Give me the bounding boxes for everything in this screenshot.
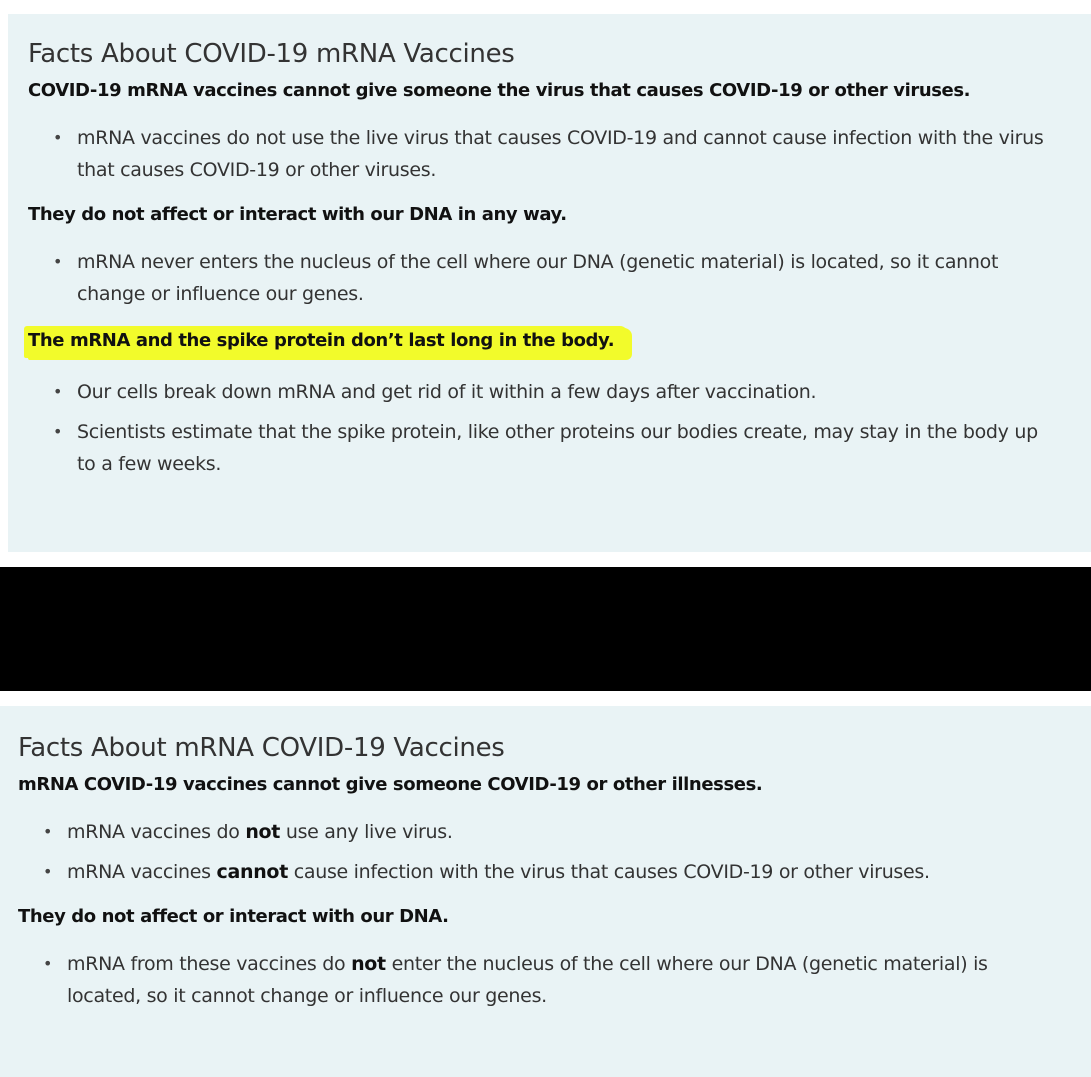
bullet-list [28,246,1071,310]
section-dna [18,904,1073,1012]
list-item [43,856,1073,888]
facts-panel-revised [0,706,1091,1077]
bullet-icon: • [53,252,63,271]
bullet-icon: • [43,822,53,841]
section-no-illness [18,772,1073,888]
list-item [53,122,1071,186]
list-item-text-before: mRNA from these vaccines do [67,953,352,975]
list-item [43,816,1073,848]
list-item-text: mRNA never enters the nucleus of the cell where our DNA (genetic material) is located, so it cannot change or influence our genes. [77,251,999,305]
bullet-list [18,816,1073,888]
emphasis-text: cannot [216,861,288,883]
bullet-list [28,376,1071,480]
bullet-icon: • [53,422,63,441]
bullet-icon: • [43,954,53,973]
bullet-icon: • [53,128,63,147]
list-item-text: Our cells break down mRNA and get rid of it within a few days after vaccination. [77,381,817,403]
yellow-highlight: The mRNA and the spike protein don’t last long in the body. [24,326,628,358]
section-heading: mRNA COVID-19 vaccines cannot give someone COVID-19 or other illnesses. [18,774,763,795]
bullet-icon: • [43,862,53,881]
section-heading: They do not affect or interact with our DNA in any way. [28,204,567,225]
emphasis-text: not [351,953,386,975]
list-item [43,948,1073,1012]
list-item-text: mRNA vaccines do not use the live virus that causes COVID-19 and cannot cause infection with the virus that causes COVID-19 or other viruses. [77,127,1044,181]
section-dna [28,202,1071,310]
list-item-text: Scientists estimate that the spike protein, like other proteins our bodies create, may stay in the body up to a few weeks. [77,421,1038,475]
list-item [53,416,1071,480]
section-no-virus [28,78,1071,186]
section-spike-protein [28,326,1071,480]
bullet-icon: • [53,382,63,401]
list-item-text-after: cause infection with the virus that causes COVID-19 or other viruses. [287,861,930,883]
emphasis-text: not [245,821,281,843]
section-heading: They do not affect or interact with our DNA. [18,906,449,927]
section-heading: COVID-19 mRNA vaccines cannot give someone the virus that causes COVID-19 or other viruses. [28,80,971,101]
list-item [53,376,1071,408]
list-item-text-after: use any live virus. [280,821,453,843]
list-item [53,246,1071,310]
separator-band [0,567,1091,691]
bullet-list [28,122,1071,186]
panel-title: Facts About COVID-19 mRNA Vaccines [28,39,515,69]
section-heading-highlighted [28,326,1071,358]
panel-title: Facts About mRNA COVID-19 Vaccines [18,733,505,763]
bullet-list [18,948,1073,1012]
list-item-text-before: mRNA vaccines [67,861,217,883]
facts-panel-original [8,14,1091,552]
list-item-text-before: mRNA vaccines do [67,821,246,843]
list-item-text-after: enter the nucleus of the cell where our DNA (genetic material) is located, so it cannot change or influence our genes. [67,953,988,1007]
